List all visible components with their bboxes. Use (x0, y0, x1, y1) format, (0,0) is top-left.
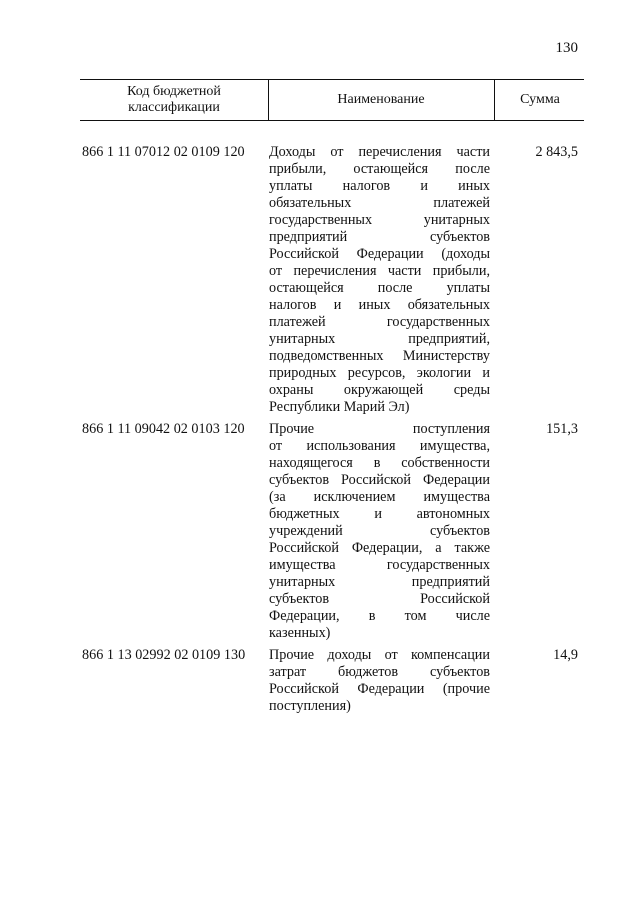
name-line: унитарных предприятий, (269, 331, 490, 347)
header-code: Код бюджетной классификации (80, 80, 269, 120)
name-line: Республики Марий Эл) (269, 399, 410, 415)
name-line: имущества государственных (269, 557, 490, 573)
name-line: налогов и иных обязательных (269, 297, 490, 313)
row-code: 866 1 11 07012 02 0109 120 (82, 144, 245, 160)
name-line: находящегося в собственности (269, 455, 490, 471)
name-line: Прочие доходы от компенсации (269, 647, 490, 663)
name-line: субъектов Российской Федерации (269, 472, 490, 488)
header-name: Наименование (337, 92, 425, 107)
name-line: охраны окружающей среды (269, 382, 490, 398)
name-line: платежей государственных (269, 314, 490, 330)
page-number: 130 (555, 40, 578, 56)
table-header (80, 79, 584, 121)
name-line: от использования имущества, (269, 438, 490, 454)
name-line: бюджетных и автономных (269, 506, 490, 522)
name-line: уплаты налогов и иных (269, 178, 490, 194)
row-code: 866 1 13 02992 02 0109 130 (82, 647, 246, 663)
name-line: природных ресурсов, экологии и (269, 365, 490, 381)
name-line: затрат бюджетов субъектов (269, 664, 490, 680)
name-line: Федерации, в том числе (269, 608, 490, 624)
name-line: субъектов Российской (269, 591, 490, 607)
name-line: от перечисления части прибыли, (269, 263, 490, 279)
name-line: государственных унитарных (269, 212, 490, 228)
row-code: 866 1 11 09042 02 0103 120 (82, 421, 245, 437)
row-name (269, 144, 490, 416)
name-line: Прочие поступления (269, 421, 490, 437)
name-line: (за исключением имущества (269, 489, 490, 505)
name-line: поступления) (269, 698, 351, 714)
name-line: Российской Федерации, а также (269, 540, 490, 556)
name-line: Доходы от перечисления части (269, 144, 490, 160)
name-line: остающейся после уплаты (269, 280, 490, 296)
row-name (269, 421, 490, 642)
name-line: казенных) (269, 625, 331, 641)
row-sum: 151,3 (546, 421, 578, 437)
name-line: унитарных предприятий (269, 574, 490, 590)
row-sum: 2 843,5 (535, 144, 578, 160)
name-line: Российской Федерации (прочие (269, 681, 490, 697)
name-line: предприятий субъектов (269, 229, 490, 245)
name-line: учреждений субъектов (269, 523, 490, 539)
name-line: подведомственных Министерству (269, 348, 490, 364)
header-sum: Сумма (494, 80, 585, 120)
row-sum: 14,9 (553, 647, 578, 663)
name-line: прибыли, остающейся после (269, 161, 490, 177)
name-line: Российской Федерации (доходы (269, 246, 490, 262)
row-name (269, 647, 490, 715)
name-line: обязательных платежей (269, 195, 490, 211)
